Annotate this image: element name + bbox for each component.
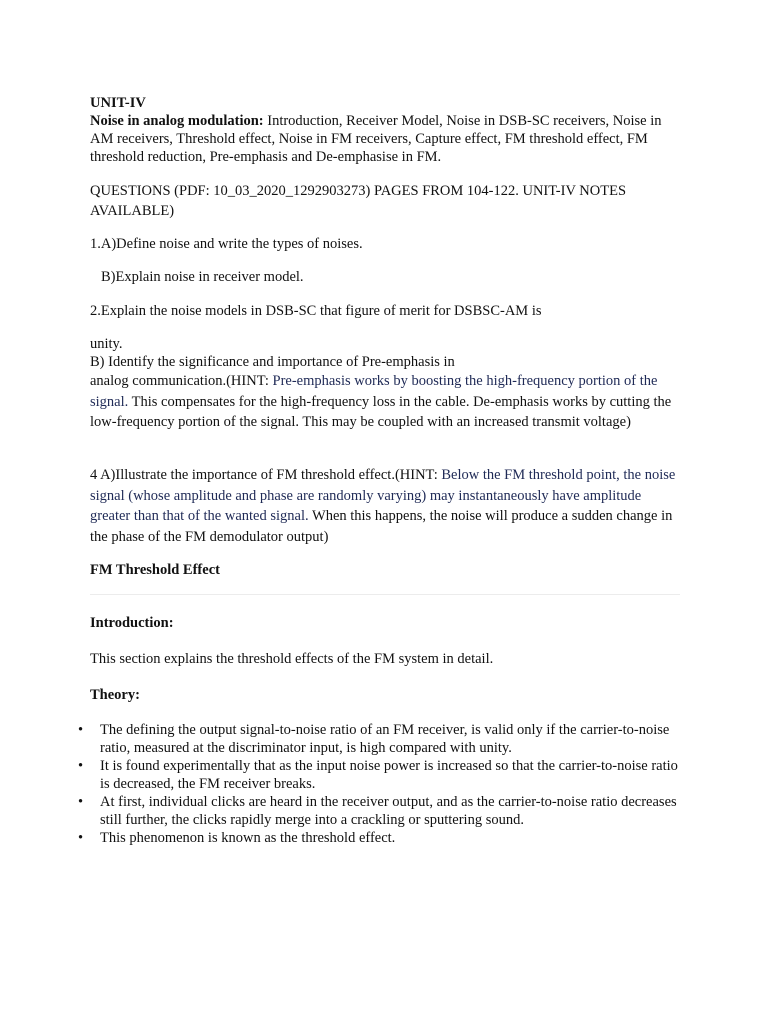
theory-heading: Theory: <box>90 687 140 703</box>
topics-label: Noise in analog modulation: <box>90 113 264 129</box>
bullet-text: It is found experimentally that as the input noise power is increased so that the carrier-to-noise ratio is decreased, the FM receiver breaks. <box>100 758 678 792</box>
section-title: FM Threshold Effect <box>90 562 220 578</box>
topics-paragraph <box>90 112 680 166</box>
list-item <box>78 721 678 757</box>
q4-rest: When this happens, the noise will produce a sudden change in the phase of the FM demodulator output) <box>90 508 673 545</box>
question-1b: B)Explain noise in receiver model. <box>101 269 304 285</box>
introduction-heading: Introduction: <box>90 615 174 631</box>
question-2-continuation: unity. <box>90 336 123 352</box>
question-4a <box>90 465 680 547</box>
section-divider <box>90 594 680 595</box>
bullet-icon: • <box>78 830 84 846</box>
list-item <box>78 793 678 829</box>
topics-text: Introduction, Receiver Model, Noise in DSB-SC receivers, Noise in AM receivers, Threshold effect, Noise in FM receivers, Capture effect, FM threshold effect, FM threshold reduction, Pre-emphasis and De-emphasise in FM. <box>90 113 662 165</box>
question-2b: B) Identify the significance and importance of Pre-emphasis in <box>90 354 455 370</box>
introduction-text: This section explains the threshold effects of the FM system in detail. <box>90 651 494 667</box>
hint-rest: This compensates for the high-frequency loss in the cable. De-emphasis works by cutting the low-frequency portion of the signal. This may be coupled with an increased transmit voltage) <box>90 393 672 430</box>
questions-reference: QUESTIONS (PDF: 10_03_2020_1292903273) PAGES FROM 104-122. UNIT-IV NOTES AVAILABLE) <box>90 183 627 219</box>
bullet-icon: • <box>78 722 84 738</box>
list-item <box>78 757 678 793</box>
unit-title: UNIT-IV <box>90 95 146 111</box>
bullet-text: The defining the output signal-to-noise ratio of an FM receiver, is valid only if the carrier-to-noise ratio, measured at the discriminator input, is high compared with unity. <box>100 722 670 756</box>
hint-highlight: Pre-emphasis works by boosting the high-frequency portion of the signal. <box>90 373 658 410</box>
q4-hint-highlight: Below the FM threshold point, the noise signal (whose amplitude and phase are randomly varying) may instantaneously have amplitude greater than that of the wanted signal. <box>90 467 676 524</box>
question-1a: 1.A)Define noise and write the types of noises. <box>90 236 363 252</box>
list-item <box>78 829 678 847</box>
question-2: 2.Explain the noise models in DSB-SC that figure of merit for DSBSC-AM is <box>90 303 542 319</box>
bullet-icon: • <box>78 794 84 810</box>
q4-prefix: 4 A)Illustrate the importance of FM threshold effect.(HINT: <box>90 467 442 483</box>
theory-bullet-list <box>78 721 678 847</box>
question-2b-hint <box>90 371 680 433</box>
bullet-icon: • <box>78 758 84 774</box>
bullet-text: At first, individual clicks are heard in the receiver output, and as the carrier-to-noise ratio decreases still further, the clicks rapidly merge into a crackling or sputtering sound. <box>100 794 677 828</box>
hint-prefix: analog communication.(HINT: <box>90 373 273 389</box>
bullet-text: This phenomenon is known as the threshold effect. <box>100 830 396 846</box>
